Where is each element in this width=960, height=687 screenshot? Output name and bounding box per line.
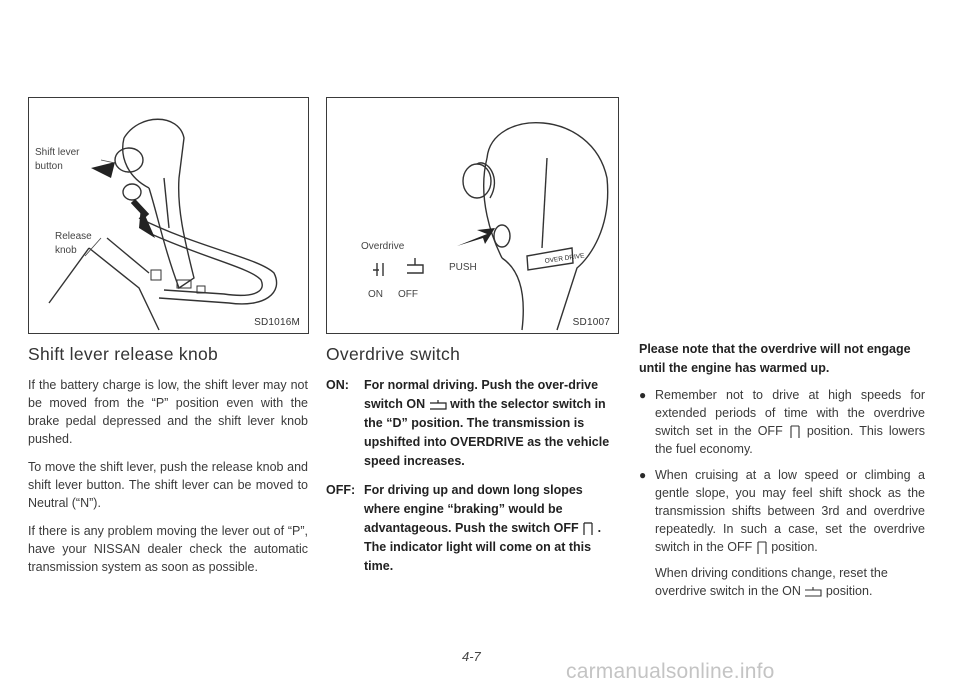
bullet-text-b: position. — [771, 540, 818, 554]
section-heading: Overdrive switch — [326, 344, 461, 364]
off-switch-icon — [582, 522, 594, 536]
page-number: 4-7 — [462, 649, 481, 664]
callout-release-knob — [55, 230, 92, 258]
middle-column — [326, 344, 618, 586]
definition-text-a: For normal driving. Push the over-drive switch ON — [364, 378, 599, 411]
svg-text:OVER DRIVE: OVER DRIVE — [544, 252, 585, 265]
callout-line: Release — [55, 231, 92, 242]
definition-term: ON: — [326, 378, 349, 392]
callout-push: PUSH — [449, 262, 477, 273]
on-switch-icon — [429, 400, 447, 410]
bullet-text — [655, 386, 925, 458]
shift-lever-illustration — [29, 98, 308, 333]
right-column — [639, 340, 925, 600]
figure-code: SD1007 — [572, 317, 610, 328]
bullet-item — [639, 466, 925, 556]
bullet-icon: ● — [639, 388, 647, 402]
bullet-text-a: Remember not to drive at high speeds for extended periods of time with the overdrive switch set in the OFF — [655, 388, 925, 438]
figure-code: SD1016M — [254, 317, 300, 328]
callout-line: button — [35, 161, 63, 172]
overdrive-switch-figure — [326, 97, 619, 334]
callout-line: Shift lever — [35, 147, 80, 158]
bullet-icon: ● — [639, 468, 647, 482]
bullet-text-b: position. This lowers the fuel economy. — [655, 424, 925, 456]
definition-text — [364, 376, 618, 471]
on-definition — [326, 376, 618, 471]
watermark: carmanualsonline.info — [566, 660, 775, 683]
paragraph: If the battery charge is low, the shift lever may not be moved from the “P” position even with the brake pedal depressed and the shift lever knob pushed. — [28, 378, 308, 446]
left-column — [28, 344, 308, 586]
bullet-text-a: When cruising at a low speed or climbing a gentle slope, you may feel shift shock as the transmission shifts between 3rd and overdrive repeatedly. In such a case, set the overdrive switch in the OFF — [655, 468, 925, 554]
definition-text-b: with the selector switch in the “D” position. The transmission is upshifted into OVERDRIVE as the vehicle speed increases. — [364, 397, 610, 468]
followup-text-a: When driving conditions change, reset the overdrive switch in the ON — [655, 566, 888, 598]
definition-text — [364, 481, 618, 576]
followup-text-b: position. — [825, 584, 873, 598]
section-heading: Shift lever release knob — [28, 344, 219, 364]
paragraph: If there is any problem moving the lever out of “P”, have your NISSAN dealer check the automatic transmission system as soon as possible. — [28, 524, 308, 574]
callout-on: ON — [368, 289, 383, 300]
definition-text-a: For driving up and down long slopes where engine “braking” would be advantageous. Push the switch OFF — [364, 483, 583, 535]
intro-note: Please note that the overdrive will not engage until the engine has warmed up. — [639, 342, 911, 375]
off-switch-icon — [756, 541, 768, 555]
on-switch-icon — [804, 587, 822, 597]
paragraph: To move the shift lever, push the release knob and shift lever button. The shift lever can be moved to Neutral (“N”). — [28, 460, 308, 510]
definition-text-b: . The indicator light will come on at this time. — [364, 521, 602, 573]
shift-lever-figure — [28, 97, 309, 334]
off-definition — [326, 481, 618, 576]
callout-overdrive: Overdrive — [361, 241, 405, 252]
off-switch-icon — [789, 425, 801, 439]
callout-shift-lever-button — [35, 146, 79, 174]
bullet-item — [639, 386, 925, 458]
bullet-text — [655, 466, 925, 556]
followup-note — [639, 564, 925, 600]
callout-off: OFF — [398, 289, 418, 300]
definition-term: OFF: — [326, 483, 356, 497]
callout-line: knob — [55, 245, 77, 256]
